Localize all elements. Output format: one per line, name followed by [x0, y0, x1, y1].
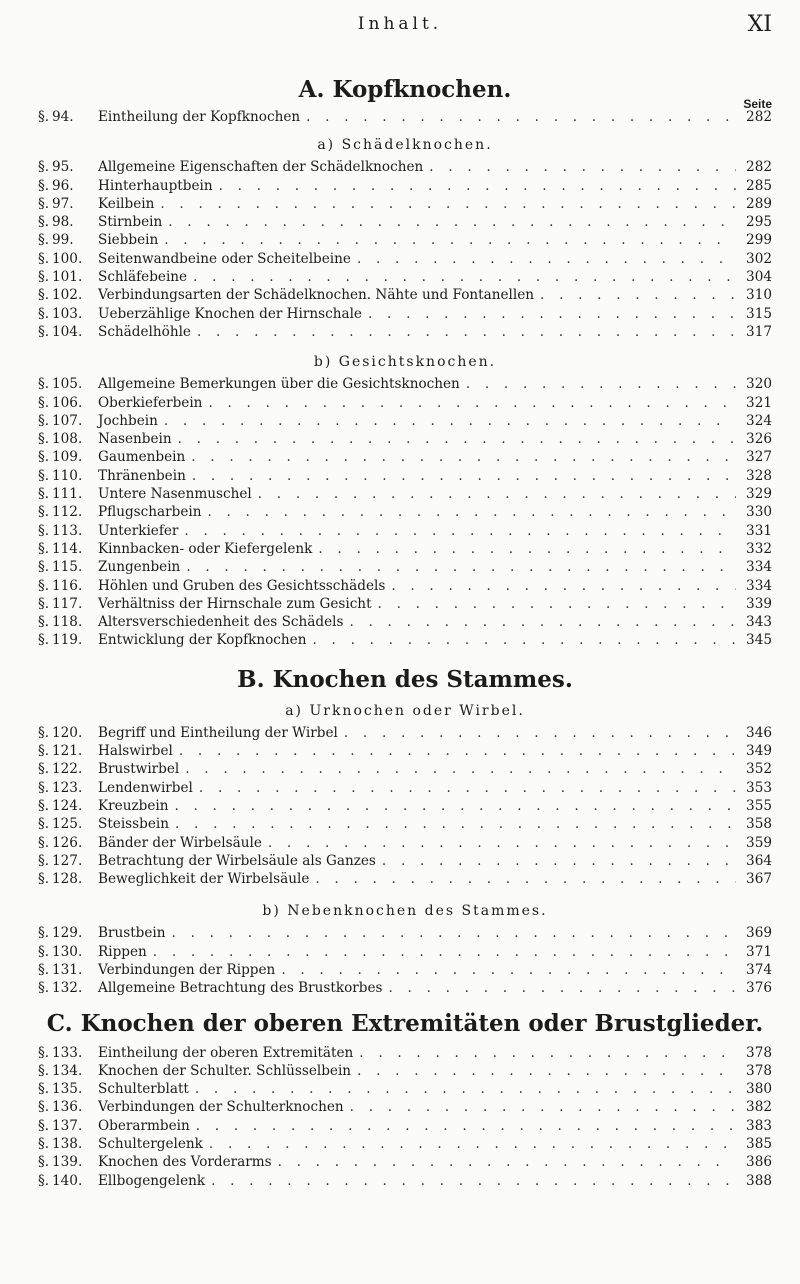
entry-title: Allgemeine Bemerkungen über die Gesichtsknochen — [98, 376, 460, 393]
dot-leader — [184, 522, 736, 540]
page-number: 378 — [746, 1044, 772, 1061]
section-number: 95. — [52, 159, 74, 176]
dot-leader — [258, 485, 736, 503]
entry-title: Eintheilung der Kopfknochen — [98, 109, 301, 125]
entry-title: Stirnbein — [98, 214, 163, 231]
dot-leader — [178, 430, 736, 448]
entry-title: Knochen des Vorderarms — [98, 1154, 272, 1171]
paragraph-sign: §. — [38, 779, 50, 796]
paragraph-sign: §. — [38, 504, 50, 521]
section-number: 130. — [52, 943, 83, 960]
page-number: 282 — [746, 159, 772, 176]
dot-leader — [312, 631, 736, 649]
toc-entry[interactable] — [38, 1135, 772, 1153]
dot-leader — [197, 323, 736, 341]
paragraph-sign: §. — [38, 614, 50, 631]
toc-entry[interactable] — [38, 613, 772, 631]
page-number: 285 — [746, 177, 772, 194]
paragraph-sign: §. — [38, 761, 50, 778]
section-number: 119. — [52, 632, 83, 649]
dot-leader — [219, 177, 736, 195]
section-number: 116. — [52, 577, 83, 594]
dot-leader — [164, 231, 736, 249]
section-number: 96. — [52, 177, 74, 194]
paragraph-sign: §. — [38, 522, 50, 539]
page-number: 345 — [746, 632, 772, 649]
section-number: 131. — [52, 961, 83, 978]
page-number: 330 — [746, 504, 772, 521]
section-number: 114. — [52, 540, 83, 557]
section-number: 100. — [52, 250, 83, 267]
entry-title: Siebbein — [98, 232, 159, 249]
dot-leader — [168, 213, 736, 231]
paragraph-sign: §. — [38, 595, 50, 612]
paragraph-sign: §. — [38, 287, 50, 304]
entry-title: Brustbein — [98, 925, 166, 942]
dot-leader — [207, 503, 736, 521]
page-number: 359 — [746, 834, 772, 851]
section-number: 128. — [52, 871, 83, 888]
paragraph-sign: §. — [38, 871, 50, 888]
page-number: 334 — [746, 577, 772, 594]
dot-leader — [196, 1117, 736, 1135]
paragraph-sign: §. — [38, 559, 50, 576]
page-number: 334 — [746, 559, 772, 576]
toc-entry[interactable] — [38, 779, 772, 797]
section-number: 120. — [52, 724, 83, 741]
toc-entry[interactable] — [38, 595, 772, 613]
dot-leader — [318, 540, 736, 558]
page-number: 282 — [746, 109, 772, 125]
paragraph-sign: §. — [38, 376, 50, 393]
subsection-title: b) Gesichtsknochen. — [313, 354, 497, 371]
section-number: 105. — [52, 376, 83, 393]
dot-leader — [357, 250, 736, 268]
dot-leader — [160, 195, 736, 213]
paragraph-sign: §. — [38, 1136, 50, 1153]
dot-leader — [193, 268, 736, 286]
paragraph-sign: §. — [38, 232, 50, 249]
running-head — [0, 10, 800, 40]
toc-entry[interactable] — [38, 177, 772, 195]
paragraph-sign: §. — [38, 540, 50, 557]
toc-entry[interactable] — [38, 815, 772, 833]
page-number: 321 — [746, 394, 772, 411]
paragraph-sign: §. — [38, 1044, 50, 1061]
page-number: 289 — [746, 195, 772, 212]
page-number: 320 — [746, 376, 772, 393]
page-number: 383 — [746, 1117, 772, 1134]
section-number: 110. — [52, 467, 83, 484]
toc-entry[interactable] — [38, 631, 772, 649]
paragraph-sign: §. — [38, 980, 50, 997]
paragraph-sign: §. — [38, 1117, 50, 1134]
dot-leader — [368, 305, 736, 323]
dot-leader — [172, 924, 736, 942]
paragraph-sign: §. — [38, 743, 50, 760]
page-number: 353 — [746, 779, 772, 796]
dot-leader — [211, 1172, 736, 1190]
section-number: 124. — [52, 797, 83, 814]
paragraph-sign: §. — [38, 797, 50, 814]
entry-title: Seitenwandbeine oder Scheitelbeine — [98, 250, 351, 267]
section-number: 134. — [52, 1062, 83, 1079]
paragraph-sign: §. — [38, 431, 50, 448]
page-number: 385 — [746, 1136, 772, 1153]
page-number: 315 — [746, 305, 772, 322]
paragraph-sign: §. — [38, 412, 50, 429]
section-number: 126. — [52, 834, 83, 851]
page-number: 376 — [746, 980, 772, 997]
dot-leader — [389, 979, 737, 997]
dot-leader — [195, 1080, 736, 1098]
toc-entry[interactable] — [38, 924, 772, 942]
page-number: 386 — [746, 1154, 772, 1171]
entry-title: Allgemeine Betrachtung des Brustkorbes — [98, 980, 383, 997]
entry-title: Untere Nasenmuschel — [98, 486, 252, 503]
entry-title: Pflugscharbein — [98, 504, 202, 521]
section-number: 136. — [52, 1099, 83, 1116]
toc-entry[interactable] — [38, 760, 772, 778]
toc-entry[interactable] — [38, 286, 772, 304]
paragraph-sign: §. — [38, 943, 50, 960]
entry-title: Schultergelenk — [98, 1136, 203, 1153]
toc-entry[interactable] — [38, 1098, 772, 1116]
entry-title: Schläfebeine — [98, 269, 188, 286]
toc-entry[interactable] — [38, 870, 772, 888]
dot-leader — [306, 108, 736, 126]
entry-title: Schulterblatt — [98, 1081, 189, 1098]
paragraph-sign: §. — [38, 467, 50, 484]
entry-title: Verbindungen der Rippen — [98, 961, 276, 978]
paragraph-sign: §. — [38, 449, 50, 466]
section-number: 139. — [52, 1154, 83, 1171]
section-number: 133. — [52, 1044, 83, 1061]
section-number: 125. — [52, 816, 83, 833]
entry-title: Altersverschiedenheit des Schädels — [98, 614, 344, 631]
entry-title: Verbindungen der Schulterknochen — [98, 1099, 344, 1116]
section-title — [38, 1010, 772, 1038]
entry-title: Gaumenbein — [98, 449, 186, 466]
entry-title: Lendenwirbel — [98, 779, 193, 796]
page-number-roman: XI — [747, 12, 772, 37]
page-number: 380 — [746, 1081, 772, 1098]
toc-entry[interactable] — [38, 1062, 772, 1080]
page-number: 388 — [746, 1172, 772, 1189]
toc-entry[interactable] — [38, 1153, 772, 1171]
toc-entry[interactable] — [38, 503, 772, 521]
dot-leader — [192, 467, 736, 485]
paragraph-sign: §. — [38, 1099, 50, 1116]
section-number: 98. — [52, 214, 74, 231]
dot-leader — [540, 286, 736, 304]
toc-entry[interactable] — [38, 724, 772, 742]
entry-title: Halswirbel — [98, 743, 173, 760]
paragraph-sign: §. — [38, 269, 50, 286]
entry-title: Oberarmbein — [98, 1117, 190, 1134]
paragraph-sign: §. — [38, 394, 50, 411]
dot-leader — [378, 595, 736, 613]
toc-entry[interactable] — [38, 448, 772, 466]
toc-entry[interactable] — [38, 467, 772, 485]
entry-title: Begriff und Eintheilung der Wirbel — [98, 724, 338, 741]
page-number: 310 — [746, 287, 772, 304]
seite-label: Seite — [743, 97, 772, 111]
dot-leader — [185, 760, 736, 778]
dot-leader — [179, 742, 736, 760]
entry-title: Unterkiefer — [98, 522, 179, 539]
toc-entry[interactable] — [38, 1117, 772, 1135]
dot-leader — [268, 834, 736, 852]
toc-entry[interactable] — [38, 1080, 772, 1098]
paragraph-sign: §. — [38, 1154, 50, 1171]
section-title-text: B. Knochen des Stammes. — [237, 665, 573, 693]
subsection-title: b) Nebenknochen des Stammes. — [262, 903, 548, 920]
entry-title: Oberkieferbein — [98, 394, 203, 411]
section-number: 104. — [52, 323, 83, 340]
page-number: 295 — [746, 214, 772, 231]
dot-leader — [391, 577, 736, 595]
section-number: 137. — [52, 1117, 83, 1134]
page-number: 352 — [746, 761, 772, 778]
entry-title: Betrachtung der Wirbelsäule als Ganzes — [98, 852, 376, 869]
section-number: 132. — [52, 980, 83, 997]
dot-leader — [357, 1062, 736, 1080]
page-number: 343 — [746, 614, 772, 631]
toc-entry[interactable] — [38, 1044, 772, 1062]
dot-leader — [209, 1135, 736, 1153]
entry-title: Ueberzählige Knochen der Hirnschale — [98, 305, 362, 322]
page-number: 329 — [746, 486, 772, 503]
section-number: 135. — [52, 1081, 83, 1098]
paragraph-sign: §. — [38, 214, 50, 231]
entry-title: Rippen — [98, 943, 147, 960]
dot-leader — [349, 613, 736, 631]
toc-entry[interactable] — [38, 412, 772, 430]
page-number: 378 — [746, 1062, 772, 1079]
entry-title: Knochen der Schulter. Schlüsselbein — [98, 1062, 352, 1079]
section-number: 109. — [52, 449, 83, 466]
subsection-title: a) Urknochen oder Wirbel. — [285, 702, 525, 719]
toc-entry[interactable] — [38, 430, 772, 448]
section-number: 102. — [52, 287, 83, 304]
entry-title: Zungenbein — [98, 559, 181, 576]
section-number: 94. — [52, 109, 74, 125]
dot-leader — [175, 815, 736, 833]
entry-title: Höhlen und Gruben des Gesichtsschädels — [98, 577, 386, 594]
page-number: 331 — [746, 522, 772, 539]
toc-entry[interactable] — [38, 158, 772, 176]
paragraph-sign: §. — [38, 816, 50, 833]
toc-entry[interactable] — [38, 742, 772, 760]
section-title-text: C. Knochen der oberen Extremitäten oder Brustglieder. — [46, 1009, 764, 1037]
section-number: 138. — [52, 1136, 83, 1153]
entry-title: Steissbein — [98, 816, 169, 833]
page-number: 371 — [746, 943, 772, 960]
paragraph-sign: §. — [38, 632, 50, 649]
section-number: 106. — [52, 394, 83, 411]
section-number: 140. — [52, 1172, 83, 1189]
entry-title: Keilbein — [98, 195, 155, 212]
dot-leader — [191, 448, 736, 466]
section-number: 117. — [52, 595, 83, 612]
dot-leader — [350, 1098, 736, 1116]
toc-entry[interactable] — [38, 323, 772, 341]
toc-entry[interactable] — [38, 834, 772, 852]
section-number: 108. — [52, 431, 83, 448]
page-number: 339 — [746, 595, 772, 612]
entry-title: Beweglichkeit der Wirbelsäule — [98, 871, 310, 888]
dot-leader — [208, 394, 736, 412]
running-head-title: Inhalt. — [357, 14, 443, 34]
dot-leader — [186, 558, 736, 576]
section-number: 115. — [52, 559, 83, 576]
toc-entry[interactable] — [38, 305, 772, 323]
page-number: 326 — [746, 431, 772, 448]
page-number: 317 — [746, 323, 772, 340]
paragraph-sign: §. — [38, 250, 50, 267]
section-number: 118. — [52, 614, 83, 631]
paragraph-sign: §. — [38, 852, 50, 869]
paragraph-sign: §. — [38, 1172, 50, 1189]
toc-entry[interactable] — [38, 540, 772, 558]
dot-leader — [164, 412, 736, 430]
section-number: 113. — [52, 522, 83, 539]
section-number: 123. — [52, 779, 83, 796]
dot-leader — [429, 158, 736, 176]
section-title — [38, 76, 772, 111]
page-number: 382 — [746, 1099, 772, 1116]
toc-entry[interactable] — [38, 943, 772, 961]
section-title — [38, 666, 772, 694]
paragraph-sign: §. — [38, 724, 50, 741]
toc-entry[interactable] — [38, 250, 772, 268]
section-number: 112. — [52, 504, 83, 521]
dot-leader — [466, 375, 736, 393]
entry-title: Thränenbein — [98, 467, 186, 484]
entry-title: Nasenbein — [98, 431, 172, 448]
page-number: 328 — [746, 467, 772, 484]
entry-title: Schädelhöhle — [98, 323, 191, 340]
toc-entry[interactable] — [38, 231, 772, 249]
entry-title: Eintheilung der oberen Extremitäten — [98, 1044, 354, 1061]
paragraph-sign: §. — [38, 834, 50, 851]
section-number: 107. — [52, 412, 83, 429]
section-number: 101. — [52, 269, 83, 286]
toc-entry[interactable] — [38, 522, 772, 540]
dot-leader — [281, 961, 736, 979]
entry-title: Entwicklung der Kopfknochen — [98, 632, 307, 649]
toc-entry[interactable] — [38, 394, 772, 412]
page-number: 358 — [746, 816, 772, 833]
paragraph-sign: §. — [38, 159, 50, 176]
toc-entry[interactable] — [38, 961, 772, 979]
entry-title: Ellbogengelenk — [98, 1172, 206, 1189]
entry-title: Brustwirbel — [98, 761, 180, 778]
section-number: 122. — [52, 761, 83, 778]
subsection-title: a) Schädelknochen. — [317, 137, 493, 154]
paragraph-sign: §. — [38, 177, 50, 194]
section-title-text: A. Kopfknochen. — [298, 76, 512, 103]
table-of-contents — [38, 76, 772, 1190]
section-number: 111. — [52, 486, 83, 503]
page-number: 374 — [746, 961, 772, 978]
page-number: 304 — [746, 269, 772, 286]
entry-title: Allgemeine Eigenschaften der Schädelknochen — [98, 159, 424, 176]
toc-entry[interactable] — [38, 375, 772, 393]
page-number: 346 — [746, 724, 772, 741]
dot-leader — [382, 852, 736, 870]
toc-entry[interactable] — [38, 108, 772, 126]
toc-entry[interactable] — [38, 979, 772, 997]
section-number: 103. — [52, 305, 83, 322]
paragraph-sign: §. — [38, 961, 50, 978]
paragraph-sign: §. — [38, 109, 50, 125]
entry-title: Verbindungsarten der Schädelknochen. Nähte und Fontanellen — [98, 287, 535, 304]
page-number: 327 — [746, 449, 772, 466]
paragraph-sign: §. — [38, 577, 50, 594]
dot-leader — [278, 1153, 736, 1171]
dot-leader — [199, 779, 736, 797]
toc-entry[interactable] — [38, 195, 772, 213]
dot-leader — [359, 1044, 736, 1062]
section-number: 127. — [52, 852, 83, 869]
dot-leader — [315, 870, 736, 888]
dot-leader — [174, 797, 736, 815]
paragraph-sign: §. — [38, 925, 50, 942]
paragraph-sign: §. — [38, 195, 50, 212]
page-number: 364 — [746, 852, 772, 869]
section-number: 97. — [52, 195, 74, 212]
entry-title: Hinterhauptbein — [98, 177, 213, 194]
page-number: 324 — [746, 412, 772, 429]
paragraph-sign: §. — [38, 1062, 50, 1079]
entry-title: Kreuzbein — [98, 797, 169, 814]
section-number: 121. — [52, 743, 83, 760]
page-number: 302 — [746, 250, 772, 267]
page-number: 355 — [746, 797, 772, 814]
toc-entry[interactable] — [38, 485, 772, 503]
page-number: 369 — [746, 925, 772, 942]
toc-entry[interactable] — [38, 558, 772, 576]
toc-entry[interactable] — [38, 268, 772, 286]
page-number: 299 — [746, 232, 772, 249]
paragraph-sign: §. — [38, 486, 50, 503]
paragraph-sign: §. — [38, 323, 50, 340]
paragraph-sign: §. — [38, 305, 50, 322]
entry-title: Jochbein — [98, 412, 158, 429]
dot-leader — [153, 943, 736, 961]
entry-title: Kinnbacken- oder Kiefergelenk — [98, 540, 313, 557]
toc-entry[interactable] — [38, 797, 772, 815]
toc-entry[interactable] — [38, 213, 772, 231]
dot-leader — [344, 724, 736, 742]
section-number: 129. — [52, 925, 83, 942]
page-number: 367 — [746, 871, 772, 888]
entry-title: Verhältniss der Hirnschale zum Gesicht — [98, 595, 372, 612]
toc-entry[interactable] — [38, 852, 772, 870]
paragraph-sign: §. — [38, 1081, 50, 1098]
entry-title: Bänder der Wirbelsäule — [98, 834, 262, 851]
page-number: 332 — [746, 540, 772, 557]
page-number: 349 — [746, 743, 772, 760]
section-number: 99. — [52, 232, 74, 249]
toc-entry[interactable] — [38, 577, 772, 595]
toc-entry[interactable] — [38, 1172, 772, 1190]
